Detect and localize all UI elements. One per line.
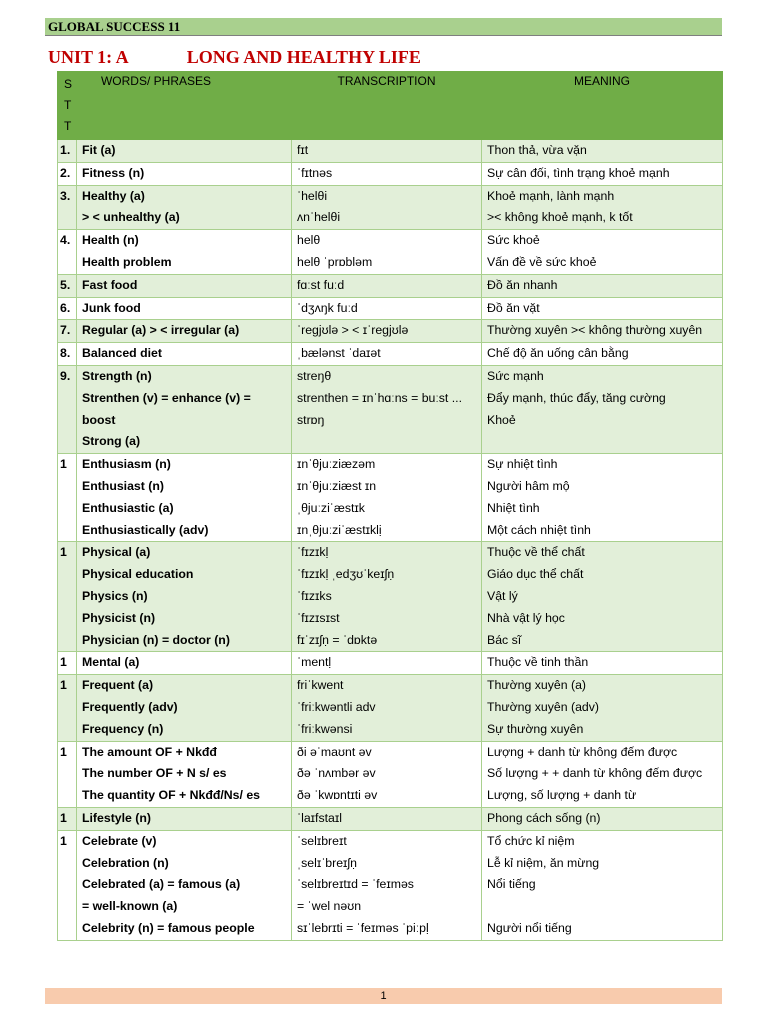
word-cell-line: The quantity OF + Nkđđ/Ns/ es (82, 788, 260, 803)
transcription-cell-line: ˈfriːkwəntli adv (297, 699, 376, 714)
header-title: GLOBAL SUCCESS 11 (48, 19, 181, 34)
word-cell-line: Junk food (82, 300, 141, 315)
meaning-cell (482, 274, 723, 297)
meaning-cell (482, 454, 723, 542)
transcription-cell (292, 830, 482, 940)
word-cell-line: Physical (a) (82, 545, 151, 560)
meaning-cell-line: Một cách nhiệt tình (487, 522, 591, 537)
transcription-cell-line: ˈfɪtnəs (297, 165, 333, 180)
row-number: 8. (58, 343, 77, 366)
header-no-line: S (64, 77, 73, 91)
transcription-cell-line: ɪnˈθjuːziæzəm (297, 457, 376, 472)
word-cell-line: Health (n) (82, 233, 139, 248)
table-row (58, 675, 723, 741)
meaning-cell-line: Đẩy mạnh, thúc đẩy, tăng cường (487, 390, 666, 405)
word-cell-line: Celebrated (a) = famous (a) (82, 877, 241, 892)
unit-title (48, 46, 421, 68)
meaning-cell-line: Nhà vật lý học (487, 610, 565, 625)
word-cell-line: Lifestyle (n) (82, 810, 152, 825)
transcription-cell-line: ˌbælənst ˈdaɪət (297, 346, 381, 361)
transcription-cell-line: streŋθ (297, 368, 332, 383)
meaning-cell-line: Giáo dục thể chất (487, 567, 584, 582)
meaning-cell-line: Thường xuyên (a) (487, 678, 586, 693)
transcription-cell-line: ˈselɪbreɪtɪd = ˈfeɪməs (297, 877, 414, 892)
transcription-cell-line: ɪnˌθjuːziˈæstɪklị (297, 522, 382, 537)
transcription-cell-line: fɪt (297, 143, 309, 157)
word-cell (77, 140, 292, 163)
transcription-cell-line: ʌnˈhelθi (297, 210, 341, 225)
word-cell (77, 343, 292, 366)
transcription-cell-line: fɑːst fuːd (297, 277, 345, 292)
header-transcription: TRANSCRIPTION (292, 72, 482, 140)
word-cell-line: boost (82, 412, 116, 427)
transcription-cell-line: ðə ˈkwɒntɪti əv (297, 788, 378, 803)
row-number: 1. (58, 140, 77, 163)
meaning-cell-line: Sức mạnh (487, 368, 544, 383)
word-cell-line: Fitness (n) (82, 165, 145, 180)
transcription-cell-line: ˈmentḷ (297, 655, 332, 670)
word-cell (77, 162, 292, 185)
meaning-cell-line: Khoẻ mạnh, lành mạnh (487, 188, 615, 203)
word-cell (77, 230, 292, 275)
transcription-cell-line: ˈfɪzɪkḷ ˌedʒʊˈkeɪʃṇ (297, 567, 395, 582)
meaning-cell-line (487, 431, 717, 453)
transcription-cell (292, 185, 482, 230)
word-cell-line: Celebration (n) (82, 855, 169, 870)
row-number: 1 (58, 807, 77, 830)
word-cell-line: Frequent (a) (82, 678, 154, 693)
meaning-cell-line: Lượng, số lượng + danh từ (487, 788, 637, 803)
meaning-cell (482, 365, 723, 453)
transcription-cell (292, 320, 482, 343)
word-cell (77, 365, 292, 453)
table-row (58, 365, 723, 453)
word-cell-line: Enthusiasm (n) (82, 457, 171, 472)
transcription-cell-line: fɪˈzɪʃṇ = ˈdɒktə (297, 632, 378, 647)
word-cell (77, 454, 292, 542)
meaning-cell-line: Thuộc về thể chất (487, 545, 585, 560)
word-cell (77, 675, 292, 741)
meaning-cell (482, 542, 723, 652)
word-cell (77, 297, 292, 320)
meaning-cell-line: Đồ ăn nhanh (487, 277, 558, 292)
meaning-cell (482, 343, 723, 366)
meaning-cell-line: Nhiệt tình (487, 500, 540, 515)
word-cell (77, 741, 292, 807)
page-footer (45, 988, 722, 1004)
word-cell-line: Celebrate (v) (82, 833, 157, 848)
meaning-cell (482, 140, 723, 163)
word-cell-line: Enthusiast (n) (82, 478, 164, 493)
word-cell-line: Physical education (82, 567, 194, 582)
meaning-cell-line: Lễ kỉ niệm, ăn mừng (487, 855, 600, 870)
meaning-cell-line: Sự thường xuyên (487, 721, 584, 736)
transcription-cell-line: sɪˈlebrɪti = ˈfeɪməs ˈpiːpḷ (297, 920, 429, 935)
table-row (58, 320, 723, 343)
word-cell-line: Balanced diet (82, 346, 162, 361)
unit-name: LONG AND HEALTHY LIFE (186, 47, 421, 67)
table-row (58, 542, 723, 652)
meaning-cell (482, 320, 723, 343)
table-header-row (58, 72, 723, 140)
transcription-cell-line: helθ ˈprɒbləm (297, 254, 373, 269)
transcription-cell (292, 343, 482, 366)
meaning-cell-line: Khoẻ (487, 412, 516, 427)
transcription-cell (292, 274, 482, 297)
row-number: 6. (58, 297, 77, 320)
meaning-cell-line: Chế độ ăn uống cân bằng (487, 346, 629, 361)
meaning-cell-line: Thường xuyên >< không thường xuyên (487, 323, 703, 338)
transcription-cell (292, 542, 482, 652)
transcription-cell-line: = ˈwel nəʊn (297, 899, 362, 914)
word-cell-line: Fast food (82, 277, 138, 292)
transcription-cell-line: ði əˈmaʊnt əv (297, 744, 372, 759)
transcription-cell-line: ˈfɪzɪkḷ (297, 545, 329, 560)
row-number: 5. (58, 274, 77, 297)
meaning-cell-line: Đồ ăn vặt (487, 300, 540, 315)
word-cell-line: Strenthen (v) = enhance (v) = (82, 390, 251, 405)
row-number: 1 (58, 652, 77, 675)
word-cell-line: Frequency (n) (82, 721, 164, 736)
row-number: 4. (58, 230, 77, 275)
meaning-cell-line: >< không khoẻ mạnh, k tốt (487, 210, 633, 225)
word-cell-line: Physics (n) (82, 588, 148, 603)
meaning-cell (482, 297, 723, 320)
word-cell-line: Health problem (82, 254, 172, 269)
meaning-cell-line: Thon thả, vừa vặn (487, 143, 587, 157)
word-cell (77, 830, 292, 940)
word-cell-line: Celebrity (n) = famous people (82, 920, 255, 935)
meaning-cell-line: Thuộc về tinh thần (487, 655, 589, 670)
table-row (58, 140, 723, 163)
table-row (58, 343, 723, 366)
table-row (58, 807, 723, 830)
meaning-cell (482, 652, 723, 675)
transcription-cell (292, 365, 482, 453)
transcription-cell-line: ˌθjuːziˈæstɪk (297, 500, 365, 515)
table-row (58, 185, 723, 230)
meaning-cell-line: Phong cách sống (n) (487, 810, 601, 825)
table-row (58, 162, 723, 185)
meaning-cell (482, 807, 723, 830)
row-number: 1 (58, 454, 77, 542)
word-cell (77, 185, 292, 230)
row-number: 1 (58, 542, 77, 652)
word-cell-line: The number OF + N s/ es (82, 766, 227, 781)
document-header (45, 18, 722, 36)
transcription-cell-line: ˈregjʊlə > < ɪˈregjʊlə (297, 323, 409, 338)
transcription-cell-line: ˈlaɪfstaɪl (297, 810, 342, 825)
meaning-cell (482, 185, 723, 230)
transcription-cell-line: ˈfɪzɪks (297, 588, 332, 603)
vocabulary-table (57, 71, 723, 941)
meaning-cell-line: Thường xuyên (adv) (487, 699, 599, 714)
transcription-cell (292, 741, 482, 807)
header-no-line: T (64, 119, 72, 133)
word-cell (77, 542, 292, 652)
table-row (58, 830, 723, 940)
meaning-cell-line: Người hâm mộ (487, 478, 570, 493)
word-cell (77, 320, 292, 343)
word-cell-line: Regular (a) > < irregular (a) (82, 323, 240, 338)
meaning-cell-line: Bác sĩ (487, 632, 522, 647)
meaning-cell (482, 741, 723, 807)
word-cell-line: Healthy (a) (82, 188, 145, 203)
row-number: 7. (58, 320, 77, 343)
meaning-cell-line: Số lượng + + danh từ không đếm được (487, 766, 703, 781)
transcription-cell-line: ɪnˈθjuːziæst ɪn (297, 478, 377, 493)
unit-label: UNIT 1: A (48, 47, 129, 67)
transcription-cell-line: ˌselɪˈbreɪʃṇ (297, 855, 358, 870)
transcription-cell-line (297, 431, 476, 453)
row-number: 9. (58, 365, 77, 453)
word-cell (77, 807, 292, 830)
meaning-cell-line: Vật lý (487, 588, 518, 603)
table-row (58, 230, 723, 275)
word-cell-line: Fit (a) (82, 143, 116, 157)
transcription-cell (292, 454, 482, 542)
header-meaning: MEANING (482, 72, 723, 140)
transcription-cell (292, 675, 482, 741)
meaning-cell-line: Vấn đề về sức khoẻ (487, 254, 597, 269)
meaning-cell (482, 830, 723, 940)
meaning-cell-line: Sức khoẻ (487, 233, 540, 248)
meaning-cell-line: Sự nhiệt tình (487, 457, 558, 472)
transcription-cell-line: ðə ˈnʌmbər əv (297, 766, 376, 781)
header-no (58, 72, 77, 140)
header-words: WORDS/ PHRASES (77, 72, 292, 140)
transcription-cell-line: strɒŋ (297, 412, 325, 427)
word-cell-line: = well-known (a) (82, 899, 178, 914)
transcription-cell-line: friˈkwent (297, 678, 344, 693)
row-number: 2. (58, 162, 77, 185)
word-cell-line: Enthusiastically (adv) (82, 522, 209, 537)
transcription-cell-line: strenthen = ɪnˈhɑːns = buːst ... (297, 390, 463, 405)
row-number: 1 (58, 675, 77, 741)
meaning-cell (482, 230, 723, 275)
transcription-cell (292, 652, 482, 675)
meaning-cell-line: Tổ chức kỉ niệm (487, 833, 575, 848)
page-number: 1 (380, 990, 387, 1002)
meaning-cell-line: Sự cân đối, tình trạng khoẻ mạnh (487, 165, 670, 180)
meaning-cell-line: Người nổi tiếng (487, 920, 572, 935)
transcription-cell-line: ˈhelθi (297, 188, 328, 203)
meaning-cell-line (487, 896, 717, 918)
meaning-cell-line: Nổi tiếng (487, 877, 536, 892)
table-row (58, 274, 723, 297)
row-number: 1 (58, 830, 77, 940)
transcription-cell (292, 297, 482, 320)
word-cell-line: The amount OF + Nkđđ (82, 744, 217, 759)
transcription-cell (292, 807, 482, 830)
transcription-cell (292, 230, 482, 275)
word-cell-line: Frequently (adv) (82, 699, 178, 714)
row-number: 1 (58, 741, 77, 807)
transcription-cell-line: ˈdʒʌŋk fuːd (297, 300, 358, 315)
word-cell-line: > < unhealthy (a) (82, 210, 180, 225)
word-cell-line: Enthusiastic (a) (82, 500, 174, 515)
word-cell (77, 274, 292, 297)
transcription-cell (292, 140, 482, 163)
meaning-cell-line: Lượng + danh từ không đếm được (487, 744, 678, 759)
transcription-cell-line: helθ (297, 233, 321, 248)
transcription-cell-line: ˈselɪbreɪt (297, 833, 347, 848)
header-no-line: T (64, 98, 72, 112)
row-number: 3. (58, 185, 77, 230)
transcription-cell-line: ˈfriːkwənsi (297, 721, 353, 736)
word-cell-line: Physicist (n) (82, 610, 156, 625)
word-cell (77, 652, 292, 675)
transcription-cell-line: ˈfɪzɪsɪst (297, 610, 340, 625)
word-cell-line: Physician (n) = doctor (n) (82, 632, 230, 647)
word-cell-line: Strength (n) (82, 368, 152, 383)
table-row (58, 454, 723, 542)
transcription-cell (292, 162, 482, 185)
word-cell-line: Mental (a) (82, 655, 140, 670)
table-row (58, 297, 723, 320)
meaning-cell (482, 162, 723, 185)
meaning-cell (482, 675, 723, 741)
table-row (58, 741, 723, 807)
table-row (58, 652, 723, 675)
word-cell-line: Strong (a) (82, 434, 141, 449)
